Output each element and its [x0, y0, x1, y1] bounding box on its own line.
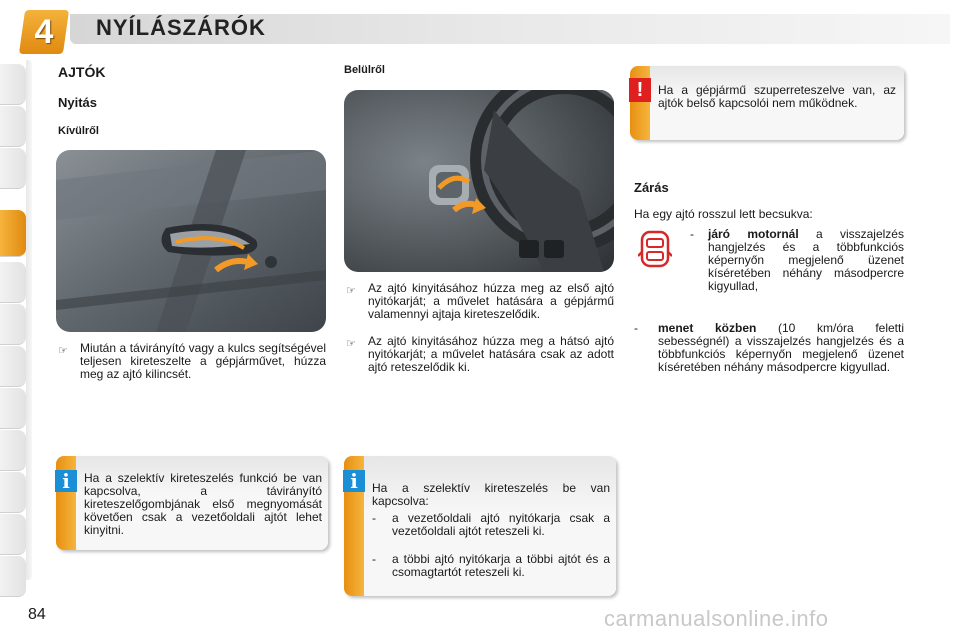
chapter-tab-5[interactable] — [0, 262, 26, 303]
closing-item-driving — [658, 322, 904, 374]
section-outside: Kívülről — [58, 125, 99, 137]
chapter-tab-2[interactable] — [0, 106, 26, 147]
chapter-number: 4 — [34, 13, 54, 51]
chapter-tab-1[interactable] — [0, 64, 26, 105]
info-icon: i — [343, 470, 365, 492]
inside-rear-text: Az ajtó kinyitásához húzza meg a hátsó ajtó nyitókarját; a művelet hatására csak az adott ajtó reteszelődik ki. — [368, 334, 614, 374]
warning-text: Ha a gépjármű szuperreteszelve van, az ajtók belső kapcsolói nem működnek. — [658, 83, 896, 110]
closing-item-engine-running — [708, 228, 904, 293]
dash: - — [690, 227, 694, 241]
dash: - — [372, 552, 376, 566]
margin-rail — [26, 60, 32, 580]
watermark: carmanualsonline.info — [604, 606, 829, 631]
chapter-tab-12[interactable] — [0, 556, 26, 597]
door-open-warning-icon — [638, 230, 672, 268]
chapter-tab-11[interactable] — [0, 514, 26, 555]
chapter-tab-9[interactable] — [0, 430, 26, 471]
chapter-tab-8[interactable] — [0, 388, 26, 429]
dash: - — [634, 321, 638, 335]
page-number: 84 — [28, 606, 46, 623]
info-item-driver: a vezetőoldali ajtó nyitókarja csak a vezetőoldali ajtót reteszeli ki. — [392, 511, 610, 538]
item-text: a visszajelzés hangjelzés és a többfunkciós képernyőn megjelenő üzenet kíséretében néhány másodpercre kigyullad, — [708, 227, 904, 293]
item-text: (10 km/óra feletti sebességnél) a visszajelzés hangjelzés és a többfunkciós képernyőn megjelenő üzenet kíséretében néhány másodpercre kigyullad. — [658, 321, 905, 374]
info-item-others: a többi ajtó nyitókarja a többi ajtót és a csomagtartót reteszeli ki. — [392, 552, 610, 579]
closing-intro: Ha egy ajtó rosszul lett becsukva: — [634, 207, 813, 221]
info-text-remote: Ha a szelektív kireteszelés funkció be van kapcsolva, a távirányító kireteszelőgombjának első megnyomását követően csak a vezetőoldali ajtót lehet kinyitni. — [84, 471, 322, 537]
section-inside: Belülről — [344, 64, 385, 76]
bullet-symbol: ☞ — [346, 338, 356, 350]
heading-closing: Zárás — [634, 180, 669, 195]
page-title: NYÍLÁSZÁRÓK — [96, 15, 266, 40]
item-bold-label: járó motornál — [708, 227, 799, 241]
bullet-symbol: ☞ — [346, 285, 356, 297]
item-bold-label: menet közben — [658, 321, 757, 335]
warning-icon: ! — [629, 78, 651, 102]
subheading-opening: Nyitás — [58, 95, 98, 110]
inside-front-text: Az ajtó kinyitásához húzza meg az első ajtó nyitókarját; a művelet hatására a gépjármű valamennyi ajtaja kireteszelődik. — [368, 281, 614, 321]
info-icon: i — [55, 470, 77, 492]
chapter-tab-6[interactable] — [0, 304, 26, 345]
door-handle-photo — [56, 150, 326, 332]
chapter-tab-4-active[interactable] — [0, 210, 26, 257]
chapter-tab-7[interactable] — [0, 346, 26, 387]
chapter-tab-3[interactable] — [0, 148, 26, 189]
interior-handle-photo — [344, 90, 614, 272]
chapter-tab-10[interactable] — [0, 472, 26, 513]
bullet-symbol: ☞ — [58, 345, 68, 357]
outside-opening-text: Miután a távirányító vagy a kulcs segítségével teljesen kireteszelte a gépjárművet, húzza meg az ajtó kilincsét. — [80, 341, 326, 381]
dash: - — [372, 511, 376, 525]
info-intro: Ha a szelektív kireteszelés be van kapcsolva: — [372, 481, 610, 508]
section-heading-doors: AJTÓK — [58, 64, 106, 80]
